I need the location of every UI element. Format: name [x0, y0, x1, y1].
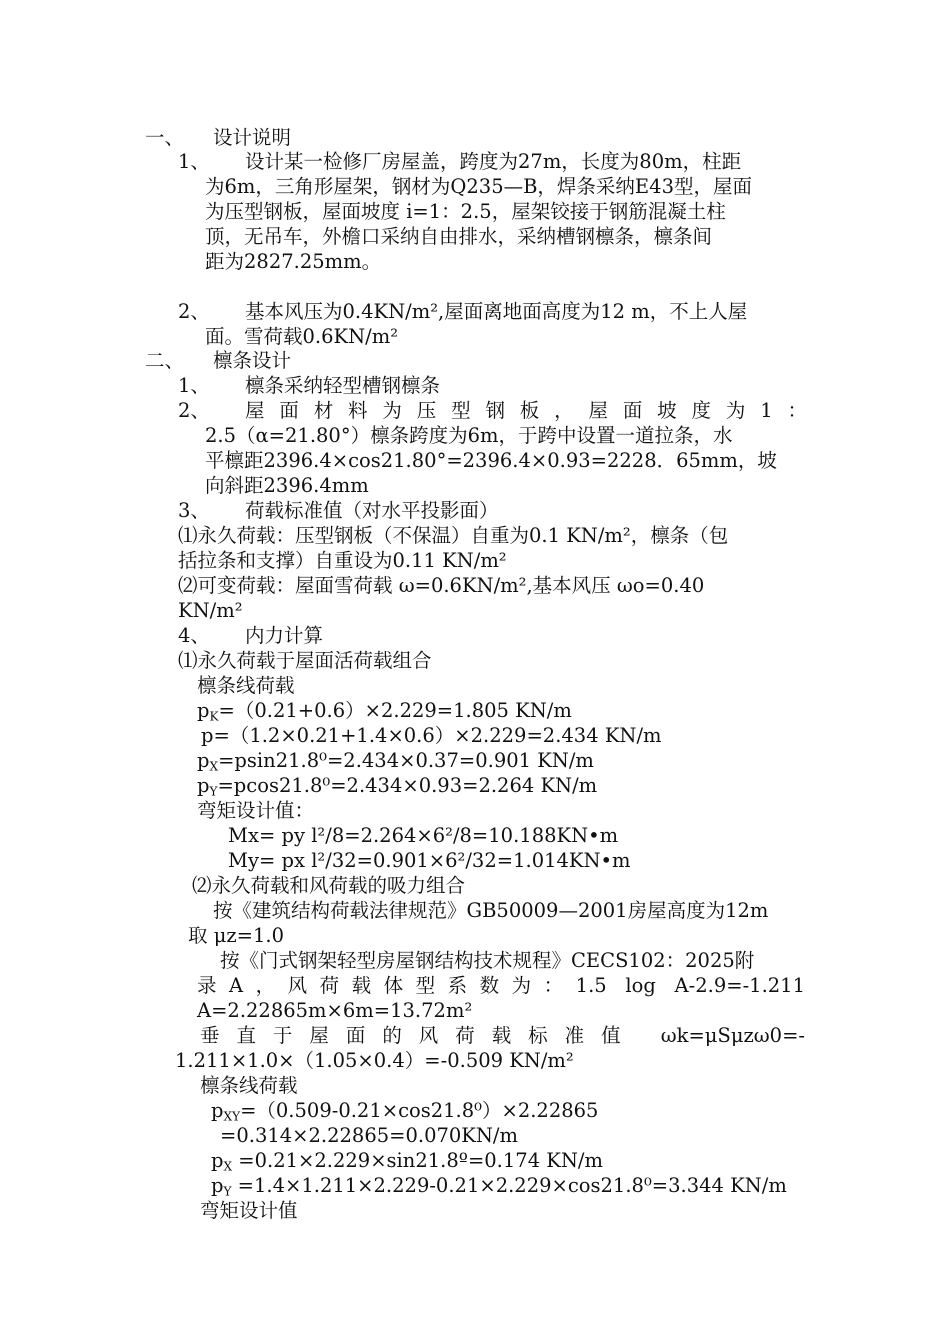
paragraph-line: 为6m，三角形屋架，钢材为Q235—B，焊条采纳E43型，屋面 [205, 175, 752, 198]
formula-text: =pcos21.8⁰=2.434×0.93=2.264 KN/m [217, 774, 598, 797]
paragraph-line: 弯矩设计值： [197, 799, 315, 822]
symbol: p [211, 1149, 224, 1172]
subscript: XY [223, 1109, 241, 1124]
paragraph-line: 檩条采纳轻型槽钢檩条 [245, 374, 441, 397]
subscript: X [223, 1159, 233, 1174]
paragraph-line: 平檩距2396.4×cos21.80°=2396.4×0.93=2228．65mm，坡 [205, 449, 777, 472]
paragraph-line: ⑴永久荷载于屋面活荷载组合 [178, 649, 432, 672]
paragraph-line: 檩条线荷载 [197, 674, 295, 697]
formula-text: =0.21×2.229×sin21.8º=0.174 KN/m [232, 1149, 603, 1172]
subscript: K [209, 709, 219, 724]
paragraph-line: KN/m² [178, 599, 243, 622]
paragraph-line: 面。雪荷载0.6KN/m² [205, 325, 399, 348]
subscript: X [209, 759, 219, 774]
paragraph-line: 屋面材料为压型钢板，屋面坡度为1： [245, 399, 807, 422]
paragraph-line: 荷载标准值（对水平投影面） [245, 499, 499, 522]
item-number: 2、 [178, 300, 210, 323]
paragraph-line: ⑵可变荷载：屋面雪荷载 ω=0.6KN/m²,基本风压 ωo=0.40 [178, 574, 705, 597]
paragraph-line: 檩条线荷载 [200, 1074, 298, 1097]
formula-text: =psin21.8⁰=2.434×0.37=0.901 KN/m [218, 749, 594, 772]
section-number: 二、 [145, 349, 185, 372]
item-number: 1、 [178, 374, 210, 397]
paragraph-line: 基本风压为0.4KN/m²,屋面离地面高度为12 m，不上人屋 [245, 300, 748, 323]
paragraph-line: 弯矩设计值 [200, 1199, 298, 1222]
paragraph-line: 向斜距2396.4mm [205, 474, 369, 497]
symbol: p [211, 1099, 224, 1122]
symbol: p [197, 749, 210, 772]
paragraph-line: 距为2827.25mm。 [205, 250, 382, 273]
formula-line: =0.314×2.22865=0.070KN/m [220, 1124, 518, 1147]
paragraph-line: 按《建筑结构荷载法律规范》GB50009—2001房屋高度为12m [213, 899, 769, 922]
section-heading: 设计说明 [213, 126, 292, 149]
symbol: p [211, 1174, 224, 1197]
formula-line: 1.211×1.0×（1.05×0.4）=-0.509 KN/m² [175, 1049, 574, 1072]
formula-line: My= px l²/32=0.901×6²/32=1.014KN•m [228, 849, 631, 872]
formula-text: =1.4×1.211×2.229-0.21×2.229×cos21.8⁰=3.344 KN/m [231, 1174, 787, 1197]
formula-line: A=2.22865m×6m=13.72m² [197, 999, 473, 1022]
formula-line: p=（1.2×0.21+1.4×0.6）×2.229=2.434 KN/m [201, 724, 662, 747]
symbol: p [197, 774, 210, 797]
paragraph-line: 括拉条和支撑）自重设为0.11 KN/m² [178, 549, 507, 572]
paragraph-line: 内力计算 [245, 624, 324, 647]
section-number: 一、 [145, 126, 185, 149]
formula-text: =（0.509-0.21×cos21.8⁰）×2.22865 [240, 1099, 599, 1122]
paragraph-line: ⑵永久荷载和风荷载的吸力组合 [192, 874, 466, 897]
paragraph-line: 取 μz=1.0 [188, 924, 284, 947]
paragraph-line: 垂直于屋面的风荷载标准值 ωk=μSμzω0=- [200, 1024, 805, 1047]
subscript: Y [209, 784, 218, 799]
paragraph-line: 录A，风荷载体型系数为：1.5 log A-2.9=-1.211 [197, 974, 805, 997]
paragraph-line: 为压型钢板，屋面坡度 i=1：2.5，屋架铰接于钢筋混凝土柱 [205, 200, 726, 223]
section-heading: 檩条设计 [213, 349, 292, 372]
subscript: Y [223, 1184, 232, 1199]
paragraph-line: 顶，无吊车，外檐口采纳自由排水，采纳槽钢檩条，檩条间 [205, 225, 713, 248]
item-number: 2、 [178, 399, 210, 422]
paragraph-line: 2.5（α=21.80°）檩条跨度为6m，于跨中设置一道拉条，水 [205, 424, 733, 447]
paragraph-line: 按《门式钢架轻型房屋钢结构技术规程》CECS102：2025附 [220, 949, 755, 972]
symbol: p [197, 699, 210, 722]
item-number: 4、 [178, 624, 210, 647]
formula-text: =（0.21+0.6）×2.229=1.805 KN/m [218, 699, 572, 722]
paragraph-line: 设计某一检修厂房屋盖，跨度为27m，长度为80m，柱距 [245, 150, 742, 173]
item-number: 3、 [178, 499, 210, 522]
item-number: 1、 [178, 150, 210, 173]
paragraph-line: ⑴永久荷载：压型钢板（不保温）自重为0.1 KN/m²，檩条（包 [178, 524, 729, 547]
formula-line: Mx= py l²/8=2.264×6²/8=10.188KN•m [228, 824, 619, 847]
